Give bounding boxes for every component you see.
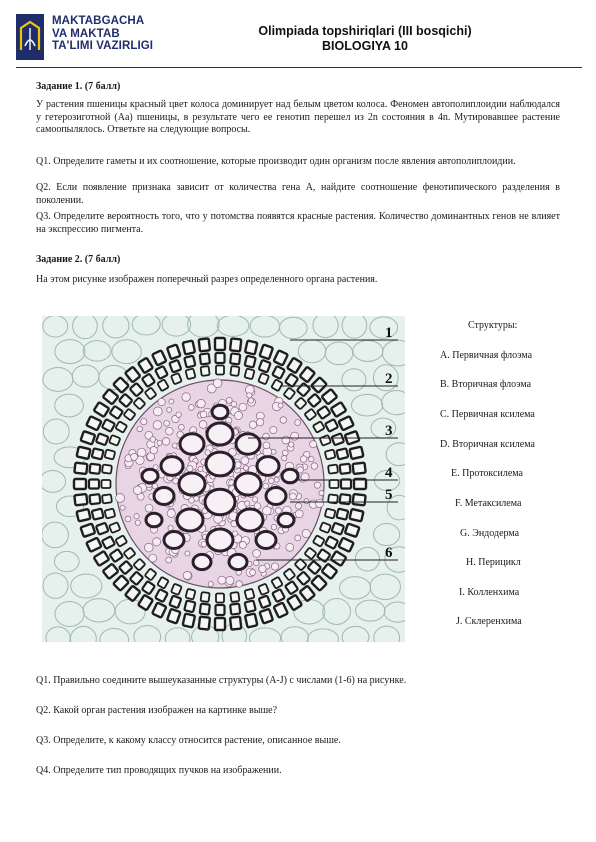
task1-intro-text: У растения пшеницы красный цвет колоса доминирует над белым цветом колоса. Феномен автополиплоидии наблюдался у гетерозиготной (Aa) пшеницы, в результате чего ее генотип перешел из 2n состояния в 4n. Мутировавшее растение самоопылялось. Ответьте на следующие вопросы. — [36, 99, 560, 136]
task1-question-2: Q2. Если появление признака зависит от количества гена A, найдите соотношение фенотипического разделения в поколении. — [36, 182, 560, 206]
task1-heading: Задание 1. (7 балл) — [36, 81, 121, 92]
logo-line-2: VA MAKTAB — [52, 27, 120, 40]
structure-option-c: C. Первичная ксилема — [440, 409, 535, 420]
root-cross-section-micrograph — [42, 316, 405, 642]
figure-label-4: 4 — [385, 465, 393, 481]
figure-label-1: 1 — [385, 325, 393, 341]
structure-option-e: E. Протоксилема — [451, 468, 523, 479]
task1-question-1: Q1. Определите гаметы и их соотношение, которые производит один организм после явления автополиплоидии. — [36, 156, 516, 167]
task2-question-2: Q2. Какой орган растения изображен на картинке выше? — [36, 705, 278, 716]
olympiad-title: Olimpiada topshiriqlari (III bosqichi) — [258, 24, 472, 38]
logo-line-1: MAKTABGACHA — [52, 15, 145, 27]
ministry-logo-icon — [16, 14, 44, 60]
figure-label-6: 6 — [385, 545, 393, 561]
logo-line-3: TA'LIMI VAZIRLIGI — [52, 40, 154, 52]
figure-label-3: 3 — [385, 423, 393, 439]
structure-option-b: B. Вторичная флоэма — [440, 379, 532, 390]
task2-question-4: Q4. Определите тип проводящих пучков на изображении. — [36, 765, 282, 776]
page-header-title — [220, 24, 510, 54]
structure-option-d: D. Вторичная ксилема — [440, 439, 535, 450]
task1-question-3: Q3. Определите вероятность того, что у потомства появятся красные растения. Количество доминантных генов не влияет на экспрессию пигмента. — [36, 211, 560, 235]
structure-option-g: G. Эндодерма — [460, 528, 520, 539]
structures-heading: Структуры: — [468, 320, 518, 331]
structure-option-i: I. Колленхима — [459, 587, 520, 598]
task2-question-3: Q3. Определите, к какому классу относится растение, описанное выше. — [36, 735, 341, 746]
ministry-logo-text — [52, 15, 153, 53]
task2-intro-text: На этом рисунке изображен поперечный разрез определенного органа растения. — [36, 274, 378, 285]
structure-option-j: J. Склеренхима — [456, 616, 522, 627]
task2-heading: Задание 2. (7 балл) — [36, 254, 121, 265]
figure-label-5: 5 — [385, 487, 393, 503]
structure-option-h: H. Перицикл — [466, 557, 521, 568]
structure-option-a: A. Первичная флоэма — [440, 350, 533, 361]
subject-title: BIOLOGIYA 10 — [322, 39, 408, 53]
structure-option-f: F. Метаксилема — [455, 498, 522, 509]
figure-label-2: 2 — [385, 371, 393, 387]
header-divider — [16, 67, 582, 68]
task2-question-1: Q1. Правильно соедините вышеуказанные структуры (A-J) с числами (1-6) на рисунке. — [36, 675, 407, 686]
